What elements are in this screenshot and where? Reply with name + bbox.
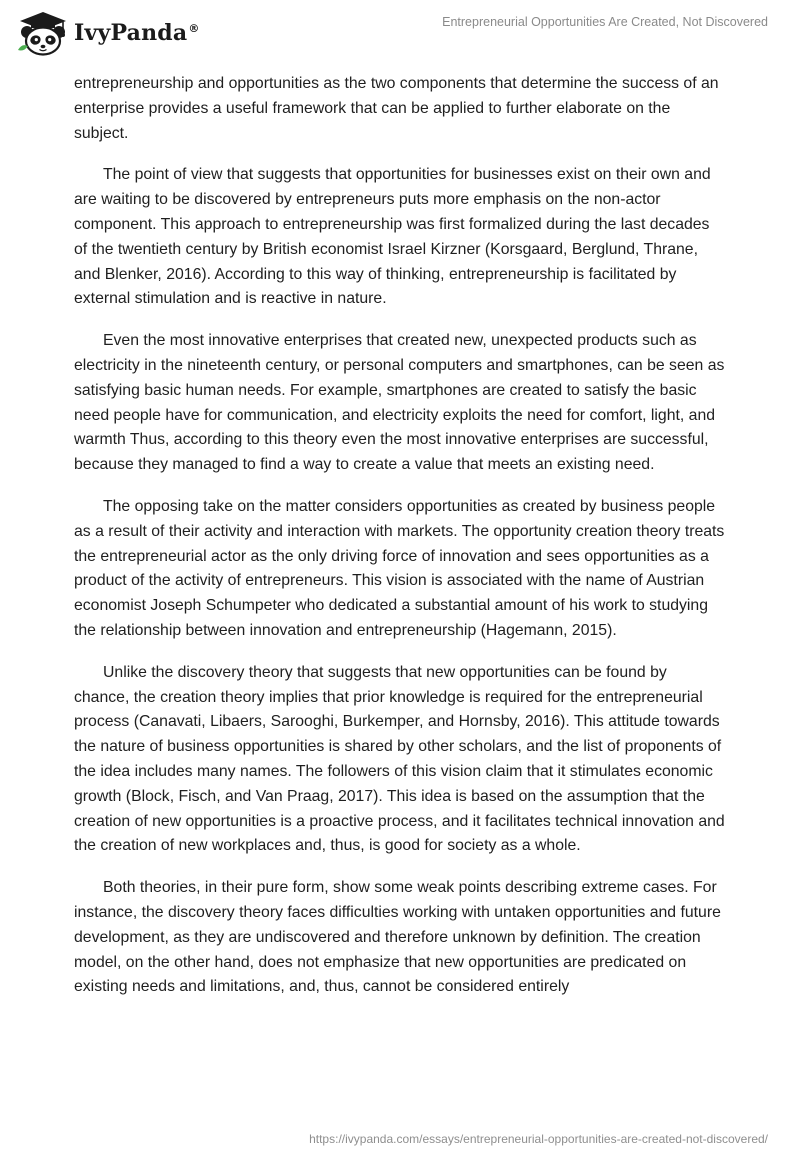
essay-body xyxy=(74,72,726,1017)
paragraph: entrepreneurship and opportunities as the two components that determine the success of an enterprise provides a useful framework that can be applied to further elaborate on the subject. xyxy=(74,75,719,142)
document-title: Entrepreneurial Opportunities Are Created, Not Discovered xyxy=(442,15,768,29)
paragraph: Unlike the discovery theory that suggests that new opportunities can be found by chance, the creation theory implies that prior knowledge is required for the entrepreneurial process (Canavati, Libaers, Sarooghi, Burkemper, and Hornsby, 2016). This attitude towards the nature of business opportunities is shared by other scholars, and the list of proponents of the idea includes many names. The followers of this vision claim that it stimulates economic growth (Block, Fisch, and Van Praag, 2017). This idea is based on the assumption that the creation of new opportunities is a proactive process, and it facilitates technical innovation and the creation of new workplaces and, thus, is good for society as a whole. xyxy=(74,663,725,855)
paragraph: Even the most innovative enterprises that created new, unexpected products such as electricity in the nineteenth century, or personal computers and smartphones, can be seen as satisfying basic human needs. For example, smartphones are created to satisfy the basic need people have for communication, and electricity exploits the need for comfort, light, and warmth Thus, according to this theory even the most innovative enterprises are successful, because they managed to find a way to create a value that meets an existing need. xyxy=(74,332,725,474)
brand-logo[interactable] xyxy=(16,10,200,56)
brand-name: IvyPanda® xyxy=(74,20,200,46)
paragraph: The point of view that suggests that opportunities for businesses exist on their own and are waiting to be discovered by entrepreneurs puts more emphasis on the non-actor component. This approach to entrepreneurship was first formalized during the last decades of the twentieth century by British economist Israel Kirzner (Korsgaard, Berglund, Thrane, and Blenker, 2016). According to this way of thinking, entrepreneurship is facilitated by external stimulation and is reactive in nature. xyxy=(74,166,711,308)
paragraph: Both theories, in their pure form, show some weak points describing extreme cases. For instance, the discovery theory faces difficulties working with untaken opportunities and future development, as they are undiscovered and therefore unknown by definition. The creation model, on the other hand, does not emphasize that new opportunities are predicated on existing needs and limitations, and, thus, cannot be considered entirely xyxy=(74,879,721,996)
panda-graduate-icon xyxy=(16,10,70,56)
source-url-link[interactable]: https://ivypanda.com/essays/entrepreneurial-opportunities-are-created-not-discovered/ xyxy=(309,1132,768,1146)
page-header xyxy=(0,0,800,70)
paragraph: The opposing take on the matter considers opportunities as created by business people as a result of their activity and interaction with markets. The opportunity creation theory treats the entrepreneurial actor as the only driving force of innovation and sees opportunities as a product of the activity of entrepreneurs. This vision is associated with the name of Austrian economist Joseph Schumpeter who dedicated a substantial amount of his work to studying the relationship between innovation and entrepreneurship (Hagemann, 2015). xyxy=(74,497,725,639)
registered-mark: ® xyxy=(188,21,200,35)
